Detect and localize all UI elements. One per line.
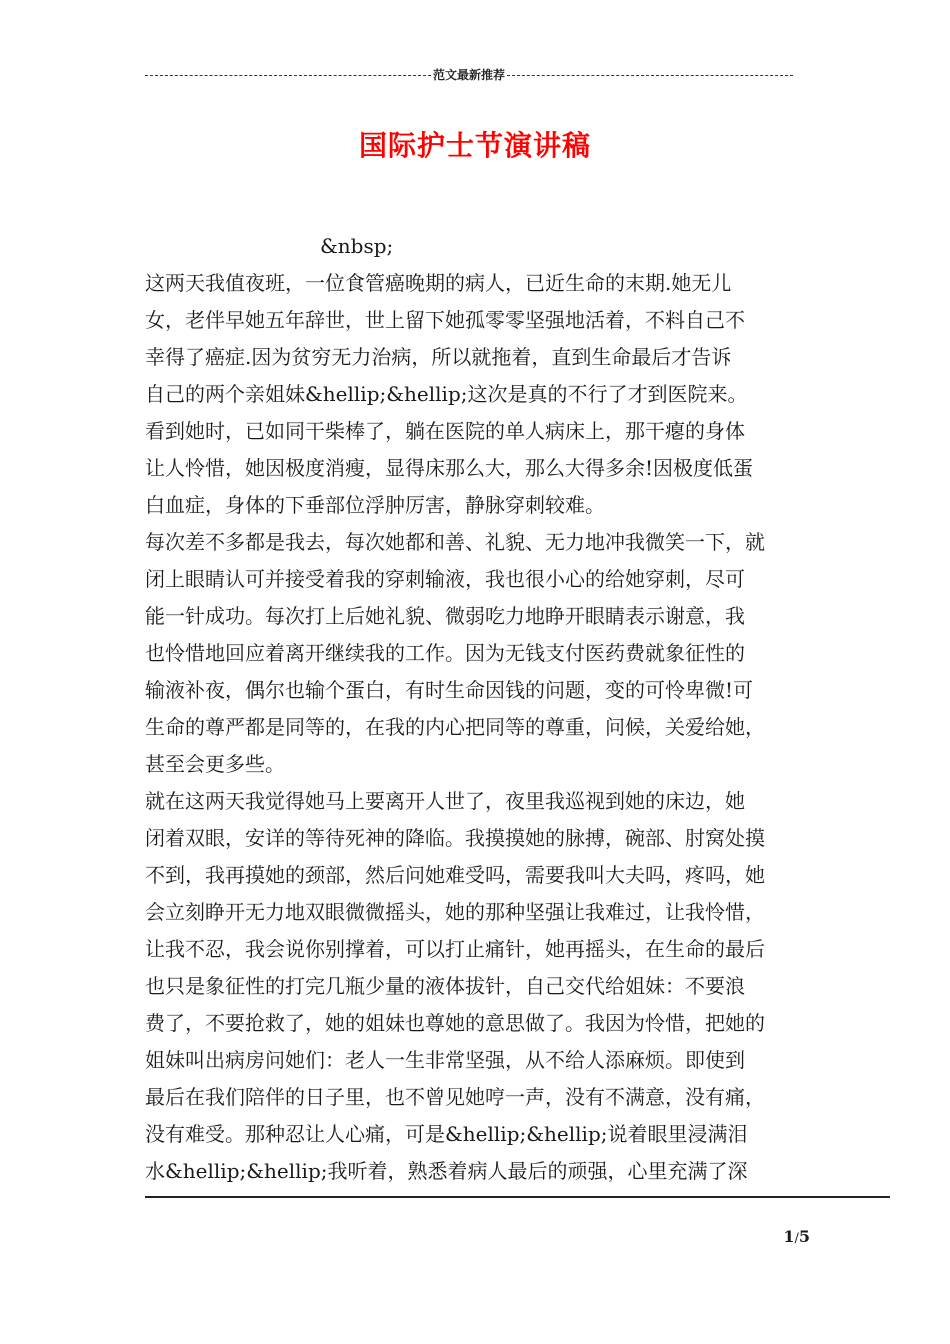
body-line: 也怜惜地回应着离开继续我的工作。因为无钱支付医药费就象征性的 xyxy=(145,641,745,665)
body-line: 最后在我们陪伴的日子里，也不曾见她哼一声，没有不满意，没有痛， xyxy=(145,1085,765,1109)
body-line: 每次差不多都是我去，每次她都和善、礼貌、无力地冲我微笑一下，就 xyxy=(145,530,765,554)
body-line: 不到，我再摸她的颈部，然后问她难受吗，需要我叫大夫吗，疼吗，她 xyxy=(145,863,765,887)
body-line: 姐妹叫出病房问她们：老人一生非常坚强，从不给人添麻烦。即使到 xyxy=(145,1048,745,1072)
body-line: 女，老伴早她五年辞世，世上留下她孤零零坚强地活着，不料自己不 xyxy=(145,308,745,332)
page-current: 1 xyxy=(783,1227,795,1246)
body-line: 这两天我值夜班，一位食管癌晚期的病人，已近生命的末期.她无儿 xyxy=(145,271,732,295)
body-line: 闭上眼睛认可并接受着我的穿刺输液，我也很小心的给她穿刺，尽可 xyxy=(145,567,745,591)
body-line: 闭着双眼，安详的等待死神的降临。我摸摸她的脉搏，碗部、肘窝处摸 xyxy=(145,826,765,850)
document-body xyxy=(145,228,813,1190)
body-line: 甚至会更多些。 xyxy=(145,752,285,776)
header-bar xyxy=(145,68,793,82)
footer-rule xyxy=(145,1196,890,1198)
body-line: 会立刻睁开无力地双眼微微摇头，她的那种坚强让我难过，让我怜惜， xyxy=(145,900,765,924)
body-line: 费了，不要抢救了，她的姐妹也尊她的意思做了。我因为怜惜，把她的 xyxy=(145,1011,765,1035)
body-line: 自己的两个亲姐妹&hellip;&hellip;这次是真的不行了才到医院来。 xyxy=(145,382,748,406)
header-dash-left xyxy=(145,75,431,76)
body-line: 生命的尊严都是同等的，在我的内心把同等的尊重，问候，关爱给她， xyxy=(145,715,765,739)
body-line: 看到她时，已如同干柴棒了，躺在医院的单人病床上，那干瘪的身体 xyxy=(145,419,745,443)
body-line: &nbsp; xyxy=(320,234,394,258)
body-line: 没有难受。那种忍让人心痛，可是&hellip;&hellip;说着眼里浸满泪 xyxy=(145,1122,748,1146)
body-line: 白血症，身体的下垂部位浮肿厉害，静脉穿刺较难。 xyxy=(145,493,605,517)
body-line: 幸得了癌症.因为贫穷无力治病，所以就拖着，直到生命最后才告诉 xyxy=(145,345,732,369)
page-total: 5 xyxy=(798,1227,810,1246)
body-line: 让我不忍，我会说你别撑着，可以打止痛针，她再摇头，在生命的最后 xyxy=(145,937,765,961)
body-line: 让人怜惜，她因极度消瘦，显得床那么大，那么大得多余!因极度低蛋 xyxy=(145,456,754,480)
document-title: 国际护士节演讲稿 xyxy=(358,129,591,162)
page-separator: / xyxy=(794,1231,799,1246)
body-line: 也只是象征性的打完几瓶少量的液体拔针，自己交代给姐妹：不要浪 xyxy=(145,974,745,998)
page-number xyxy=(740,1227,810,1246)
header-label: 范文最新推荐 xyxy=(433,68,506,82)
header-dash-right xyxy=(507,75,793,76)
body-line: 就在这两天我觉得她马上要离开人世了，夜里我巡视到她的床边，她 xyxy=(145,789,745,813)
body-line: 能一针成功。每次打上后她礼貌、微弱吃力地睁开眼睛表示谢意，我 xyxy=(145,604,745,628)
body-line: 输液补夜，偶尔也输个蛋白，有时生命因钱的问题，变的可怜卑微!可 xyxy=(145,678,754,702)
body-line: 水&hellip;&hellip;我听着，熟悉着病人最后的顽强，心里充满了深 xyxy=(145,1159,748,1183)
